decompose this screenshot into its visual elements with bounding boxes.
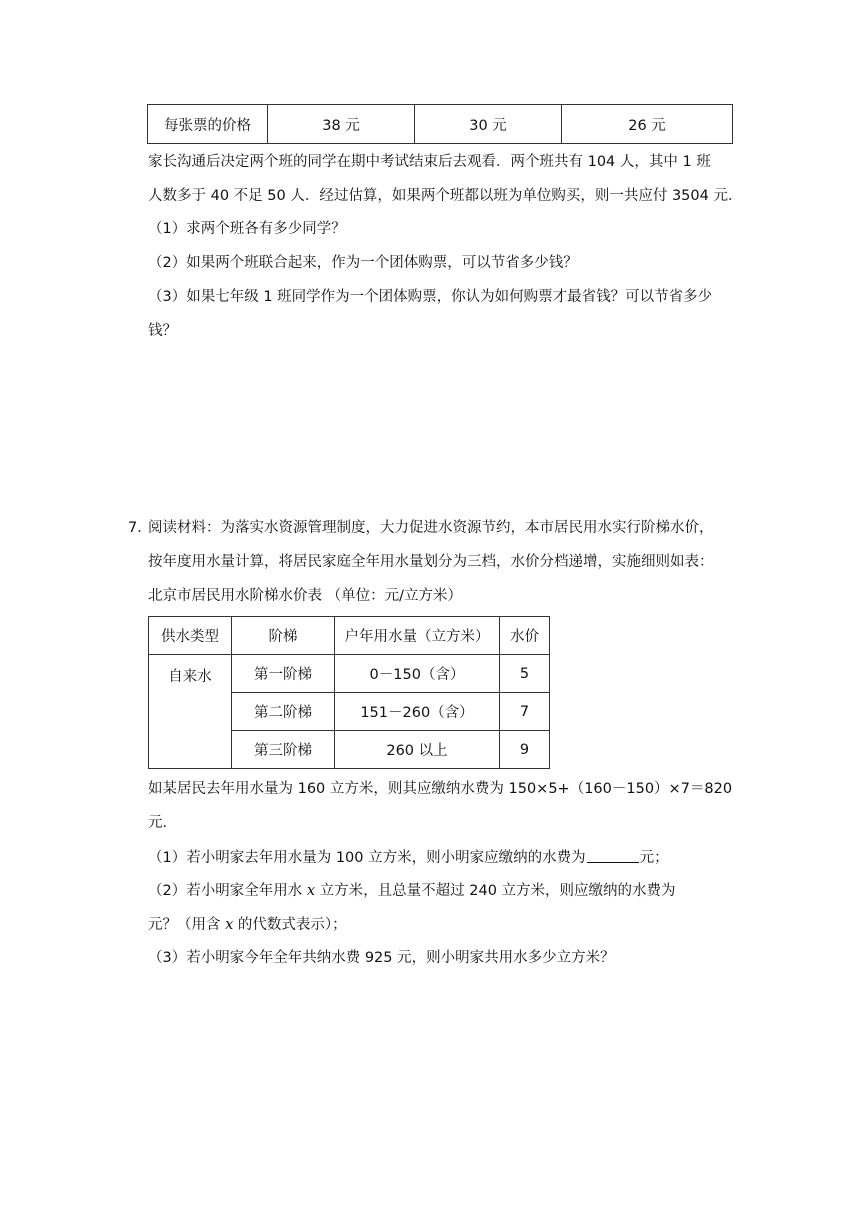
table-cell: 每张票的价格 bbox=[148, 105, 268, 144]
table-header-cell: 阶梯 bbox=[232, 617, 335, 655]
subquestion-text: （1）若小明家去年用水量为 100 立方米，则小明家应缴纳的水费为 bbox=[148, 850, 586, 866]
table-cell: 5 bbox=[500, 655, 550, 693]
table-cell: 38 元 bbox=[268, 105, 415, 144]
q7-subquestion-2-cont bbox=[148, 915, 347, 935]
variable-x: x bbox=[306, 883, 316, 899]
table-cell: 260 以上 bbox=[335, 731, 500, 769]
subquestion-text: 立方米，且总量不超过 240 立方米，则应缴纳的水费为 bbox=[315, 883, 676, 899]
q7-subquestion-1 bbox=[148, 847, 669, 868]
q7-example-line: 元． bbox=[148, 815, 177, 831]
table-row bbox=[148, 105, 733, 144]
table-cell: 第三阶梯 bbox=[232, 731, 335, 769]
variable-x: x bbox=[225, 917, 234, 933]
table-cell: 0－150（含） bbox=[335, 655, 500, 693]
table-row bbox=[149, 655, 550, 693]
table-header-cell: 水价 bbox=[500, 617, 550, 655]
q6-text-line: 人数多于 40 不足 50 人．经过估算，如果两个班都以班为单位购买，则一共应付 3504 元． bbox=[148, 188, 743, 204]
q6-text-line: 家长沟通后决定两个班的同学在期中考试结束后去观看．两个班共有 104 人，其中 1 班 bbox=[148, 154, 711, 170]
table-header-row bbox=[149, 617, 550, 655]
q6-subquestion-1: （1）求两个班各有多少同学？ bbox=[148, 221, 346, 237]
subquestion-text: 的代数式表示）； bbox=[233, 917, 347, 933]
q7-intro-line: 按年度用水量计算，将居民家庭全年用水量划分为三档，水价分档递增，实施细则如表： bbox=[148, 554, 714, 570]
table-header-cell: 供水类型 bbox=[149, 617, 232, 655]
q7-example-line: 如某居民去年用水量为 160 立方米，则其应缴纳水费为 150×5+（160－150）×7＝820 bbox=[148, 781, 733, 797]
q6-text-line: 钱？ bbox=[148, 323, 177, 339]
q7-subquestion-3: （3）若小明家今年全年共纳水费 925 元，则小明家共用水多少立方米？ bbox=[148, 950, 615, 966]
table-cell: 9 bbox=[500, 731, 550, 769]
answer-blank bbox=[587, 847, 639, 863]
table-cell: 7 bbox=[500, 693, 550, 731]
table-header-cell: 户年用水量（立方米） bbox=[335, 617, 500, 655]
water-price-table bbox=[148, 616, 550, 769]
q6-subquestion-3: （3）如果七年级 1 班同学作为一个团体购票，你认为如何购票才最省钱？可以节省多少 bbox=[148, 289, 713, 305]
q7-intro-line: 阅读材料：为落实水资源管理制度，大力促进水资源节约，本市居民用水实行阶梯水价， bbox=[148, 520, 714, 536]
ticket-price-table bbox=[147, 104, 733, 144]
table-cell: 151－260（含） bbox=[335, 693, 500, 731]
table-cell: 第一阶梯 bbox=[232, 655, 335, 693]
subquestion-text: 元； bbox=[639, 850, 669, 866]
table-cell: 自来水 bbox=[149, 655, 232, 769]
table-cell: 30 元 bbox=[415, 105, 562, 144]
subquestion-text: （2）若小明家全年用水 bbox=[148, 883, 307, 899]
question-number: 7． bbox=[128, 520, 152, 536]
q7-table-caption: 北京市居民用水阶梯水价表 （单位：元/立方米） bbox=[148, 588, 462, 604]
table-cell: 26 元 bbox=[562, 105, 733, 144]
table-cell: 第二阶梯 bbox=[232, 693, 335, 731]
q6-subquestion-2: （2）如果两个班联合起来，作为一个团体购票，可以节省多少钱？ bbox=[148, 255, 578, 271]
q7-subquestion-2 bbox=[148, 881, 676, 901]
subquestion-text: 元？（用含 bbox=[148, 917, 226, 933]
